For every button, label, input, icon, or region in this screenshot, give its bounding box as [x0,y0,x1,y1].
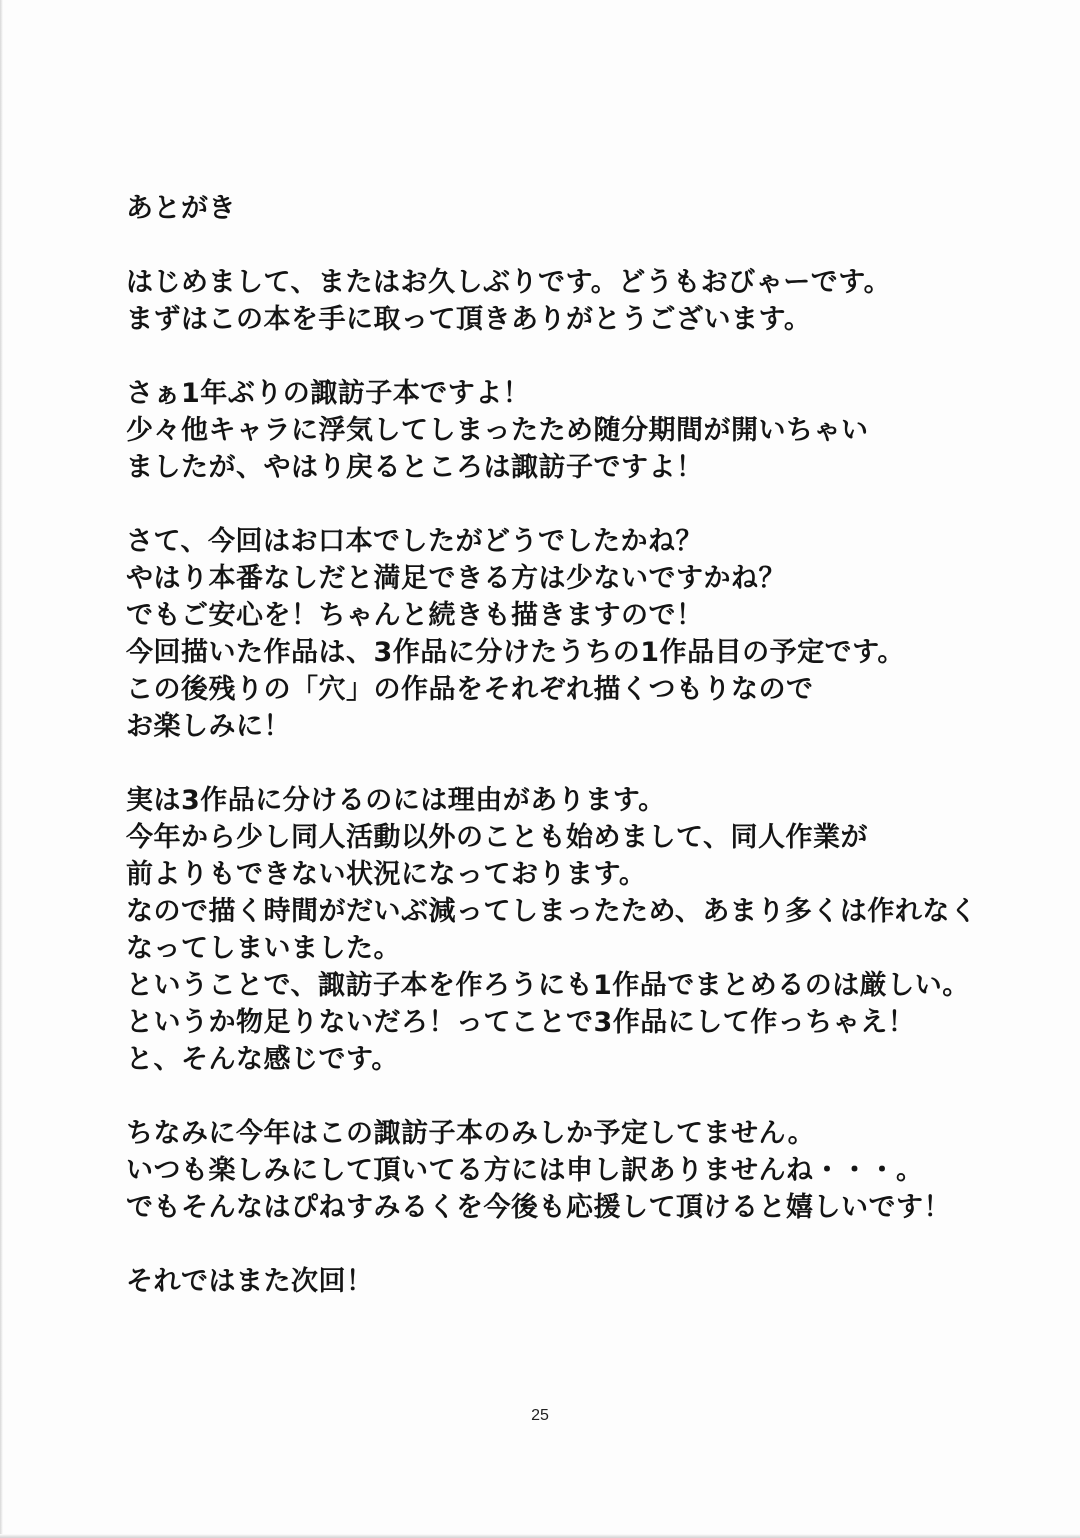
text-line: いつも楽しみにして頂いてる方には申し訳ありませんね・・・。 [126,1155,924,1186]
paragraph-gap [126,227,966,264]
text-line: まずはこの本を手に取って頂きありがとうございます。 [126,304,812,335]
text-line: というか物足りないだろ！ってことで3作品にして作っちゃえ！ [126,1007,916,1038]
paragraph-gap [126,486,966,523]
text-line: でもご安心を！ちゃんと続きも描きますので！ [126,600,704,631]
text-line: 今回描いた作品は、3作品に分けたうちの1作品目の予定です。 [126,637,905,668]
text-line: はじめまして、またはお久しぶりです。どうもおびゃーです。 [126,267,892,298]
text-line: さぁ1年ぶりの諏訪子本ですよ！ [126,378,531,409]
paragraph-gap [126,1078,966,1115]
text-line: ちなみに今年はこの諏訪子本のみしか予定してません。 [126,1118,816,1149]
paragraph-gap [126,338,966,375]
paragraph-gap [126,745,966,782]
text-line: 今年から少し同人活動以外のことも始めまして、同人作業が [126,822,868,853]
paragraph-gap [126,1226,966,1263]
text-line: なってしまいました。 [126,933,401,964]
text-line: 前よりもできない状況になっております。 [126,859,647,890]
text-line: それではまた次回！ [126,1266,374,1297]
text-line: やはり本番なしだと満足できる方は少ないですかね？ [126,563,786,594]
text-line: ということで、諏訪子本を作ろうにも1作品でまとめるのは厳しい。 [126,970,970,1001]
page-number: 25 [531,1407,549,1424]
text-line: 少々他キャラに浮気してしまったため随分期間が開いちゃい [126,415,869,446]
scan-edge-left [0,0,3,1538]
text-line: この後残りの「穴」の作品をそれぞれ描くつもりなので [126,674,814,705]
text-line: でもそんなはぴねすみるくを今後も応援して頂けると嬉しいです！ [126,1192,951,1223]
text-line: お楽しみに！ [126,711,291,742]
text-line: と、そんな感じです。 [126,1044,399,1075]
scan-edge-bottom [0,1534,1080,1538]
afterword-heading: あとがき [126,193,236,224]
text-line: ましたが、やはり戻るところは諏訪子ですよ！ [126,452,704,483]
text-line: なので描く時間がだいぶ減ってしまったため、あまり多くは作れなく [126,896,978,927]
afterword-text [126,190,978,1300]
text-line: さて、今回はお口本でしたがどうでしたかね？ [126,526,703,557]
text-line: 実は3作品に分けるのには理由があります。 [126,785,666,816]
